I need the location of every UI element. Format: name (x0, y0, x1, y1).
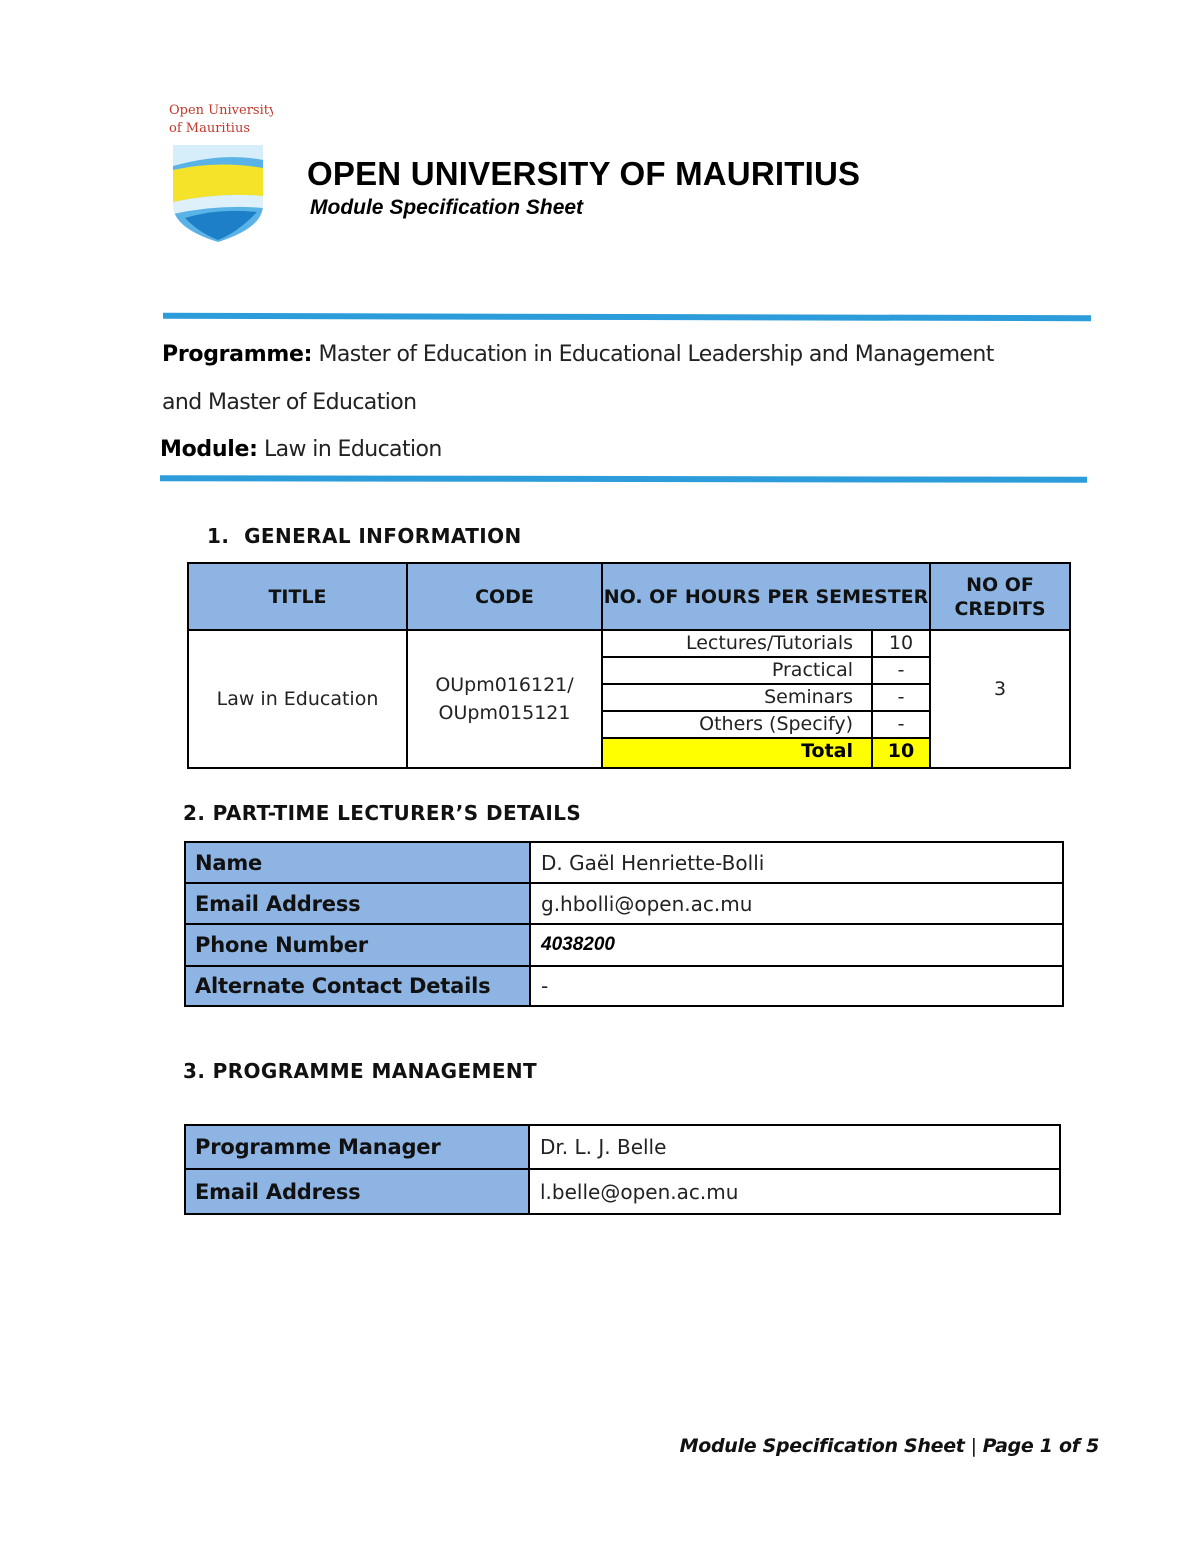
table-row (186, 967, 1062, 1005)
programme-value-line1: Master of Education in Educational Leadership and Management (318, 342, 994, 367)
header-title: TITLE (189, 564, 408, 631)
header-code: CODE (408, 564, 603, 631)
module-title-cell: Law in Education (189, 631, 408, 767)
shield-logo-icon (163, 100, 273, 250)
row-value-manager: Dr. L. J. Belle (540, 1135, 667, 1159)
programme-label: Programme: (162, 342, 313, 367)
total-label: Total (603, 739, 873, 767)
section-heading-general-info (207, 524, 522, 548)
module-label: Module: (160, 437, 258, 462)
hours-row-others (603, 712, 929, 739)
row-key-manager: Programme Manager (186, 1126, 530, 1168)
lecturer-details-table (184, 841, 1064, 1007)
module-line (160, 437, 442, 462)
credits-cell: 3 (993, 678, 1007, 700)
module-value: Law in Education (263, 437, 442, 462)
general-info-table (187, 562, 1071, 769)
code-line1: OUpm016121/ (435, 674, 574, 696)
row-value-email: l.belle@open.ac.mu (540, 1179, 739, 1204)
row-value-phone: 4038200 (541, 934, 615, 955)
logo-text-line2: of Mauritius (169, 121, 251, 136)
table-row (186, 1126, 1059, 1170)
org-title: OPEN UNIVERSITY OF MAURITIUS (307, 155, 861, 192)
row-value-name: D. Gaël Henriette-Bolli (541, 850, 765, 875)
top-divider (163, 313, 1091, 321)
row-key-email: Email Address (186, 884, 531, 923)
page-footer (680, 1435, 1099, 1457)
footer-doc-name: Module Specification Sheet (679, 1435, 965, 1457)
logo-text-line1: Open University (169, 103, 273, 118)
module-code-cell (408, 631, 603, 767)
programme-value-line2: and Master of Education (162, 390, 417, 415)
section-heading-lecturer: 2. PART-TIME LECTURER’S DETAILS (183, 801, 582, 825)
header-hours: NO. OF HOURS PER SEMESTER (603, 564, 931, 631)
section-heading-programme-management: 3. PROGRAMME MANAGEMENT (183, 1059, 538, 1083)
header-credits-line2: CREDITS (954, 597, 1046, 620)
programme-line (162, 342, 994, 367)
row-key-phone: Phone Number (186, 925, 531, 965)
university-logo (163, 100, 273, 250)
row-key-name: Name (186, 843, 531, 882)
hours-value: 10 (888, 632, 914, 654)
hours-value: - (897, 659, 905, 681)
hours-label: Seminars (603, 685, 873, 710)
table-row (186, 925, 1062, 967)
hours-row-lectures (603, 631, 929, 658)
hours-row-total (603, 739, 929, 767)
hours-label: Practical (603, 658, 873, 683)
total-value: 10 (887, 740, 915, 762)
hours-label: Others (Specify) (603, 712, 873, 737)
header-credits (931, 564, 1069, 631)
hours-row-practical (603, 658, 929, 685)
hours-row-seminars (603, 685, 929, 712)
section-number: 1. (207, 524, 230, 548)
footer-separator: | (970, 1435, 977, 1457)
code-line2: OUpm015121 (438, 702, 571, 724)
row-value-email: g.hbolli@open.ac.mu (541, 891, 753, 916)
footer-page-number: Page 1 of 5 (982, 1435, 1099, 1457)
hours-value: - (897, 713, 905, 735)
row-key-alternate: Alternate Contact Details (186, 967, 531, 1005)
bottom-divider (160, 475, 1087, 483)
section-title: GENERAL INFORMATION (244, 524, 522, 548)
row-key-email: Email Address (186, 1170, 530, 1213)
programme-management-table (184, 1124, 1061, 1215)
header-credits-line1: NO OF (966, 573, 1034, 596)
table-row (186, 843, 1062, 884)
table-row (186, 1170, 1059, 1213)
document-subtitle: Module Specification Sheet (310, 196, 584, 219)
table-row (186, 884, 1062, 925)
row-value-alternate: - (541, 974, 549, 998)
hours-value: - (897, 686, 905, 708)
hours-label: Lectures/Tutorials (603, 631, 873, 656)
